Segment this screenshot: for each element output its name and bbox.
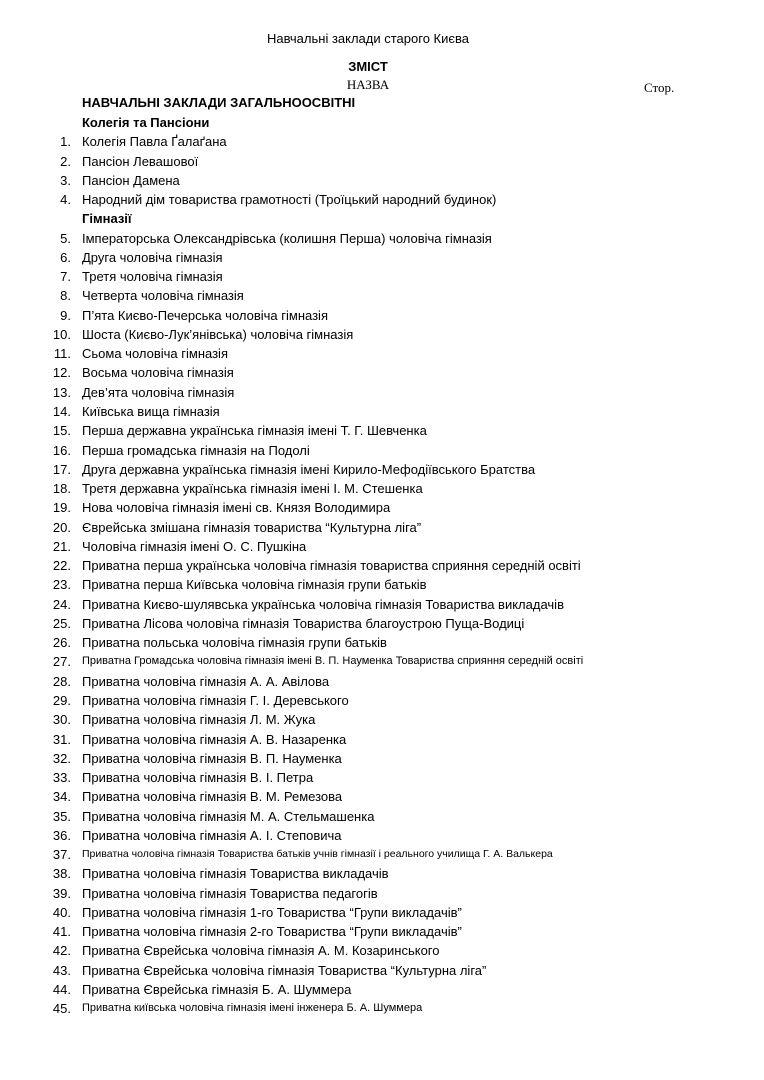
toc-entry-text: Приватна чоловіча гімназія Товариства педагогів	[82, 885, 378, 901]
toc-entry-text: Приватна чоловіча гімназія В. М. Ремезова	[82, 789, 343, 805]
toc-entry-number: 12.	[52, 365, 71, 381]
toc-entry-number: 38.	[52, 866, 71, 882]
running-header: Навчальні заклади старого Києва	[266, 31, 470, 46]
toc-entry-number: 43.	[52, 962, 71, 978]
toc-entry	[0, 672, 764, 691]
toc-entry	[0, 402, 764, 421]
toc-entry-text: Приватна чоловіча гімназія Товариства викладачів	[82, 866, 389, 882]
toc-entry-number: 32.	[52, 750, 71, 766]
toc-entry-text: Приватна чоловіча гімназія А. В. Назаренка	[82, 731, 347, 747]
toc-entry	[0, 633, 764, 652]
toc-entry-text: Приватна чоловіча гімназія Г. І. Деревського	[82, 692, 349, 708]
toc-entry-text: Київська вища гімназія	[82, 403, 220, 419]
toc-entry	[0, 730, 764, 749]
toc-entry-text: Колегія Павла Ґалаґана	[82, 134, 227, 150]
toc-entry-text: Третя чоловіча гімназія	[82, 269, 223, 285]
toc-entry-number: 15.	[52, 423, 71, 439]
toc-entry-text: Приватна чоловіча гімназія В. І. Петра	[82, 770, 314, 786]
toc-entry	[0, 306, 764, 325]
toc-entry-text: Друга державна українська гімназія імені Кирило-Мефодіївського Братства	[82, 461, 536, 477]
toc-entry-number: 21.	[52, 538, 71, 554]
toc-entry-text: Дев’ята чоловіча гімназія	[82, 384, 235, 400]
column-header-name: НАЗВА	[346, 77, 390, 92]
toc-entry-text: Приватна Єврейська чоловіча гімназія А. М. Козаринського	[82, 943, 440, 959]
toc-entry	[0, 537, 764, 556]
toc-entry-text: Друга чоловіча гімназія	[82, 249, 223, 265]
toc-entry-text: Єврейська змішана гімназія товариства “Культурна ліга”	[82, 519, 422, 535]
toc-entry-text: Приватна чоловіча гімназія А. І. Степовича	[82, 827, 342, 843]
toc-entry	[0, 383, 764, 402]
toc-entry-number: 4.	[60, 192, 71, 208]
toc-list	[0, 113, 764, 1018]
toc-entry-number: 8.	[60, 288, 71, 304]
toc-entry-text: Пансіон Дамена	[82, 172, 180, 188]
toc-entry-number: 33.	[52, 770, 71, 786]
toc-entry-number: 19.	[52, 500, 71, 516]
toc-entry-text: Імператорська Олександрівська (колишня Перша) чоловіча гімназія	[82, 230, 492, 246]
toc-entry	[0, 152, 764, 171]
toc-entry-number: 14.	[52, 403, 71, 419]
toc-entry-number: 17.	[52, 461, 71, 477]
toc-entry-number: 2.	[60, 153, 71, 169]
toc-entry-text: Перша громадська гімназія на Подолі	[82, 442, 310, 458]
toc-entry	[0, 479, 764, 498]
toc-entry	[0, 999, 764, 1018]
toc-entry-text: Приватна чоловіча гімназія В. П. Науменка	[82, 750, 342, 766]
toc-entry-number: 1.	[60, 134, 71, 150]
toc-entry	[0, 749, 764, 768]
toc-subheading	[0, 113, 764, 132]
toc-entry-text: Перша державна українська гімназія імені Т. Г. Шевченка	[82, 423, 427, 439]
toc-entry-number: 25.	[52, 615, 71, 631]
toc-entry-number: 37.	[52, 847, 71, 863]
toc-entry	[0, 787, 764, 806]
toc-entry-text: Народний дім товариства грамотності (Троїцький народний будинок)	[82, 192, 497, 208]
toc-entry-number: 20.	[52, 519, 71, 535]
toc-entry-text: Приватна перша українська чоловіча гімназія товариства сприяння середній освіті	[82, 558, 581, 574]
toc-entry-text: Приватна Єврейська чоловіча гімназія Товариства “Культурна ліга”	[82, 962, 487, 978]
toc-entry-number: 26.	[52, 635, 71, 651]
toc-entry	[0, 518, 764, 537]
toc-entry	[0, 363, 764, 382]
toc-entry-text: П’ята Києво-Печерська чоловіча гімназія	[82, 307, 328, 323]
toc-entry	[0, 171, 764, 190]
toc-entry-number: 27.	[52, 654, 71, 670]
toc-entry-number: 10.	[52, 326, 71, 342]
toc-entry-text: Приватна Громадська чоловіча гімназія імені В. П. Науменка Товариства сприяння середній освіті	[82, 655, 584, 668]
toc-entry-text: Чоловіча гімназія імені О. С. Пушкіна	[82, 538, 307, 554]
toc-entry-text: Приватна чоловіча гімназія А. А. Авілова	[82, 673, 330, 689]
toc-entry-number: 6.	[60, 249, 71, 265]
toc-entry	[0, 595, 764, 614]
toc-entry	[0, 807, 764, 826]
toc-entry	[0, 132, 764, 151]
toc-entry	[0, 614, 764, 633]
toc-entry-text: Приватна чоловіча гімназія Товариства батьків учнів гімназії і реального училища Г. А. Валькера	[82, 848, 553, 861]
toc-entry-number: 5.	[60, 230, 71, 246]
toc-entry-number: 30.	[52, 712, 71, 728]
toc-entry-text: Третя державна українська гімназія імені І. М. Стешенка	[82, 481, 423, 497]
section-title: НАВЧАЛЬНІ ЗАКЛАДИ ЗАГАЛЬНООСВІТНІ	[82, 95, 356, 110]
toc-subheading-text: Колегія та Пансіони	[82, 115, 210, 130]
toc-entry	[0, 980, 764, 999]
toc-entry-number: 28.	[52, 673, 71, 689]
toc-entry	[0, 325, 764, 344]
toc-entry	[0, 884, 764, 903]
toc-entry-number: 13.	[52, 384, 71, 400]
toc-entry	[0, 190, 764, 209]
toc-entry-text: Нова чоловіча гімназія імені св. Князя Володимира	[82, 500, 391, 516]
toc-entry	[0, 652, 764, 671]
toc-entry	[0, 344, 764, 363]
toc-entry	[0, 286, 764, 305]
toc-entry	[0, 229, 764, 248]
toc-entry	[0, 826, 764, 845]
toc-entry-number: 22.	[52, 558, 71, 574]
toc-entry-number: 39.	[52, 885, 71, 901]
toc-entry	[0, 460, 764, 479]
toc-entry-number: 41.	[52, 924, 71, 940]
toc-entry-number: 40.	[52, 904, 71, 920]
toc-entry	[0, 864, 764, 883]
toc-entry-text: Приватна перша Київська чоловіча гімназія групи батьків	[82, 577, 427, 593]
toc-subheading	[0, 209, 764, 228]
toc-entry-number: 16.	[52, 442, 71, 458]
toc-entry-number: 35.	[52, 808, 71, 824]
toc-subheading-text: Гімназії	[82, 211, 132, 227]
toc-entry-number: 36.	[52, 827, 71, 843]
toc-entry-number: 31.	[52, 731, 71, 747]
toc-entry-text: Четверта чоловіча гімназія	[82, 288, 244, 304]
toc-entry-number: 9.	[60, 307, 71, 323]
toc-entry-number: 3.	[60, 172, 71, 188]
toc-entry	[0, 941, 764, 960]
toc-entry-text: Приватна Єврейська гімназія Б. А. Шуммера	[82, 981, 352, 997]
toc-entry	[0, 267, 764, 286]
toc-entry-number: 34.	[52, 789, 71, 805]
toc-entry-text: Пансіон Левашової	[82, 153, 199, 169]
toc-entry-number: 11.	[53, 346, 71, 362]
toc-entry	[0, 961, 764, 980]
toc-entry-text: Приватна чоловіча гімназія Л. М. Жука	[82, 712, 316, 728]
toc-entry	[0, 922, 764, 941]
toc-entry-number: 24.	[52, 596, 71, 612]
toc-entry	[0, 498, 764, 517]
toc-entry-number: 18.	[52, 481, 71, 497]
toc-entry	[0, 691, 764, 710]
toc-entry-text: Приватна чоловіча гімназія 2-го Товариства “Групи викладачів”	[82, 924, 462, 940]
toc-entry-number: 44.	[52, 981, 71, 997]
toc-entry	[0, 845, 764, 864]
toc-entry	[0, 575, 764, 594]
toc-title: ЗМІСТ	[348, 59, 388, 74]
toc-entry-text: Приватна київська чоловіча гімназія імені інженера Б. А. Шуммера	[82, 1002, 423, 1015]
toc-entry-number: 29.	[52, 692, 71, 708]
toc-entry-number: 23.	[52, 577, 71, 593]
toc-entry-number: 7.	[60, 269, 71, 285]
toc-entry-text: Приватна чоловіча гімназія 1-го Товариства “Групи викладачів”	[82, 904, 462, 920]
toc-entry	[0, 768, 764, 787]
toc-entry	[0, 903, 764, 922]
toc-entry-text: Приватна чоловіча гімназія М. А. Стельмашенка	[82, 808, 375, 824]
toc-entry-text: Приватна Лісова чоловіча гімназія Товариства благоустрою Пуща-Водиці	[82, 615, 525, 631]
toc-entry-text: Приватна Києво-шулявська українська чоловіча гімназія Товариства викладачів	[82, 596, 564, 612]
toc-entry-text: Восьма чоловіча гімназія	[82, 365, 234, 381]
toc-entry	[0, 710, 764, 729]
toc-entry	[0, 441, 764, 460]
toc-entry	[0, 556, 764, 575]
toc-entry-text: Шоста (Києво-Лук’янівська) чоловіча гімназія	[82, 326, 354, 342]
toc-entry-text: Приватна польська чоловіча гімназія групи батьків	[82, 635, 387, 651]
toc-entry-number: 42.	[52, 943, 71, 959]
column-header-page: Стор.	[644, 80, 675, 95]
toc-entry	[0, 248, 764, 267]
toc-entry-text: Сьома чоловіча гімназія	[82, 346, 228, 362]
toc-entry-number: 45.	[52, 1001, 71, 1017]
toc-entry	[0, 421, 764, 440]
